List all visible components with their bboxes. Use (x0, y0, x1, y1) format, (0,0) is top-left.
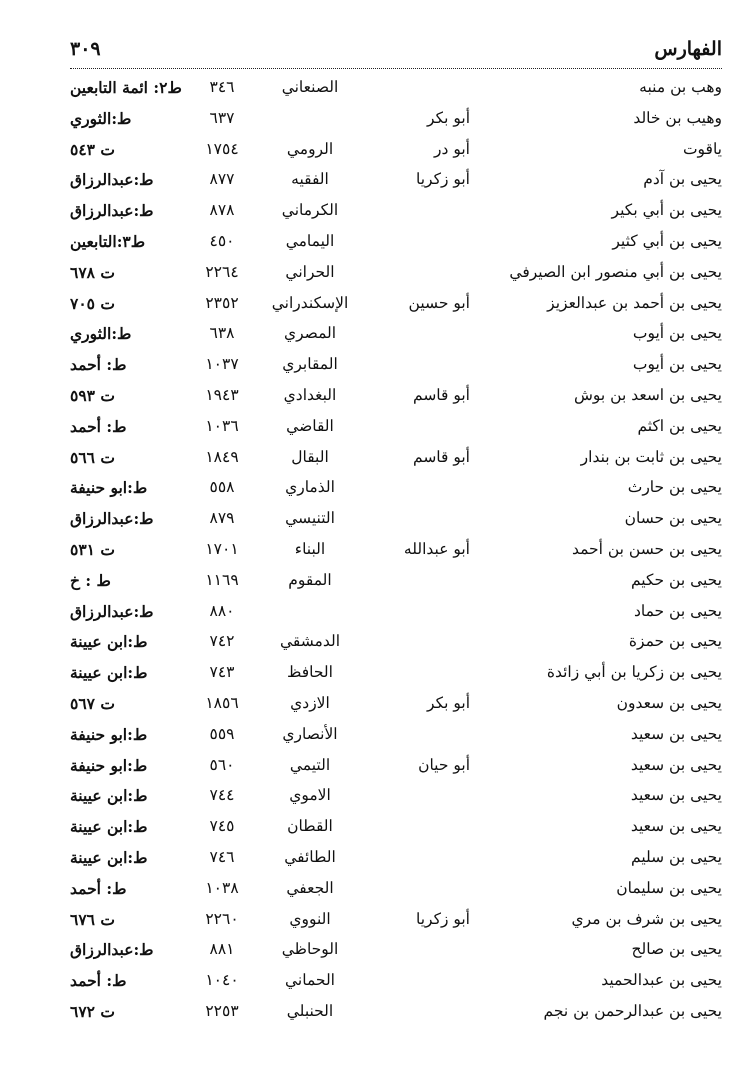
page-title: الفهارس (654, 38, 722, 60)
nisba: البناء (294, 539, 326, 558)
table-row (70, 320, 722, 351)
entry-number: ٥٥٨ (209, 478, 235, 497)
entry-number: ٢٢٦٤ (205, 262, 239, 281)
person-name: يحيى بن سليم (631, 847, 722, 866)
nisba: الكرماني (281, 201, 339, 220)
table-row (70, 752, 722, 783)
person-name: وهيب بن خالد (633, 108, 722, 127)
nisba: الرومي (286, 139, 334, 158)
table-row (70, 936, 722, 967)
person-name: يحيى بن سعيد (630, 755, 722, 774)
kunya: أبو قاسم (413, 385, 470, 404)
entry-number: ٥٦٠ (209, 755, 235, 774)
kunya: أبو زكريا (415, 170, 470, 189)
nisba: الأنصاري (282, 724, 338, 743)
person-name: يحيى بن حارث (627, 478, 722, 497)
source-ref: ت ٧٠٥ (70, 293, 115, 313)
entry-number: ٨٧٩ (209, 509, 235, 528)
person-name: يحيى بن أبي منصور ابن الصيرفي (509, 262, 722, 281)
person-name: يحيى بن اسعد بن بوش (574, 385, 722, 404)
table-row (70, 598, 722, 629)
nisba: الدمشقي (279, 632, 341, 651)
entry-number: ١٨٤٩ (205, 447, 239, 466)
index-table (70, 74, 722, 1029)
kunya: أبو حيان (418, 755, 470, 774)
source-ref: ط:عبدالرزاق (70, 509, 154, 529)
entry-number: ٦٣٧ (209, 108, 235, 127)
person-name: يحيى بن أبي كثير (612, 231, 722, 250)
source-ref: ط:عبدالرزاق (70, 170, 154, 190)
person-name: يحيى بن أيوب (632, 324, 722, 343)
person-name: يحيى بن حسان (624, 509, 722, 528)
entry-number: ١٠٤٠ (205, 971, 239, 990)
nisba: المصري (283, 324, 337, 343)
nisba: اليمامي (285, 231, 335, 250)
person-name: يحيى بن سعيد (630, 724, 722, 743)
table-row (70, 998, 722, 1029)
source-ref: ط:ابن عيينة (70, 847, 148, 867)
page-number: ٣٠٩ (70, 38, 101, 60)
nisba: الحنبلي (286, 1001, 334, 1020)
entry-number: ٧٤٥ (209, 817, 235, 836)
nisba: الفقيه (291, 170, 329, 189)
table-row (70, 290, 722, 321)
source-ref: ط:ابن عيينة (70, 663, 148, 683)
source-ref: ط:ابو حنيفة (70, 755, 148, 775)
source-ref: ت ٥٩٣ (70, 385, 115, 405)
kunya: أبو در (434, 139, 470, 158)
table-row (70, 967, 722, 998)
person-name: يحيى بن ثابت بن بندار (580, 447, 722, 466)
nisba: الاموي (289, 786, 331, 805)
page-header (70, 38, 722, 69)
person-name: ياقوت (682, 139, 722, 158)
source-ref: ط٣:التابعين (70, 231, 146, 251)
entry-number: ١٨٥٦ (205, 693, 239, 712)
source-ref: ط: أحمد (70, 878, 127, 898)
entry-number: ٨٧٧ (209, 170, 235, 189)
nisba: البقال (291, 447, 329, 466)
table-row (70, 721, 722, 752)
nisba: المقابري (282, 355, 338, 374)
table-row (70, 444, 722, 475)
entry-number: ٧٤٢ (209, 632, 235, 651)
person-name: يحيى بن شرف بن مري (571, 909, 722, 928)
source-ref: ط:ابن عيينة (70, 817, 148, 837)
table-row (70, 166, 722, 197)
source-ref: ط:الثوري (70, 108, 132, 128)
entry-number: ٥٥٩ (209, 724, 235, 743)
table-row (70, 74, 722, 105)
nisba: الإسكندراني (271, 293, 349, 312)
person-name: يحيى بن سعيد (630, 786, 722, 805)
nisba: المقوم (288, 570, 332, 589)
table-row (70, 351, 722, 382)
entry-number: ١٧٠١ (205, 539, 239, 558)
entry-number: ٨٨٠ (209, 601, 235, 620)
source-ref: ت ٦٧٦ (70, 909, 115, 929)
entry-number: ١٩٤٣ (205, 385, 239, 404)
nisba: الازدي (290, 693, 330, 712)
person-name: يحيى بن حماد (633, 601, 722, 620)
nisba: الطائفي (284, 847, 336, 866)
nisba: الحراني (285, 262, 335, 281)
table-row (70, 906, 722, 937)
nisba: الجعفي (286, 878, 334, 897)
person-name: يحيى بن عبدالرحمن بن نجم (543, 1001, 722, 1020)
source-ref: ط:ابو حنيفة (70, 478, 148, 498)
nisba: الحماني (285, 971, 335, 990)
kunya: أبو بكر (427, 108, 470, 127)
kunya: أبو عبدالله (403, 539, 470, 558)
entry-number: ١١٦٩ (205, 570, 239, 589)
table-row (70, 197, 722, 228)
person-name: يحيى بن اكثم (637, 416, 722, 435)
source-ref: ط:عبدالرزاق (70, 940, 154, 960)
entry-number: ٨٨١ (209, 940, 235, 959)
entry-number: ٧٤٣ (209, 663, 235, 682)
person-name: يحيى بن سليمان (616, 878, 722, 897)
source-ref: ط : خ (70, 570, 111, 590)
source-ref: ط: أحمد (70, 971, 127, 991)
person-name: يحيى بن حسن بن أحمد (571, 539, 722, 558)
table-row (70, 628, 722, 659)
person-name: يحيى بن أيوب (632, 355, 722, 374)
nisba: التيمي (289, 755, 331, 774)
entry-number: ٧٤٤ (209, 786, 235, 805)
source-ref: ط:ابن عيينة (70, 632, 148, 652)
nisba: النووي (289, 909, 331, 928)
source-ref: ت ٥٣١ (70, 539, 115, 559)
table-row (70, 659, 722, 690)
person-name: يحيى بن حكيم (630, 570, 722, 589)
source-ref: ط:ابو حنيفة (70, 724, 148, 744)
table-row (70, 782, 722, 813)
source-ref: ط:الثوري (70, 324, 132, 344)
entry-number: ٤٥٠ (209, 231, 235, 250)
source-ref: ت ٥٦٦ (70, 447, 115, 467)
entry-number: ١٧٥٤ (205, 139, 239, 158)
nisba: الحافظ (287, 663, 333, 682)
source-ref: ط: أحمد (70, 355, 127, 375)
kunya: أبو قاسم (413, 447, 470, 466)
table-row (70, 228, 722, 259)
table-row (70, 259, 722, 290)
index-page (70, 38, 722, 1058)
source-ref: ط:عبدالرزاق (70, 201, 154, 221)
nisba: الوحاظي (281, 940, 339, 959)
person-name: يحيى بن صالح (631, 940, 722, 959)
table-row (70, 536, 722, 567)
entry-number: ١٠٣٦ (205, 416, 239, 435)
table-row (70, 844, 722, 875)
nisba: الذماري (285, 478, 335, 497)
source-ref: ت ٦٧٢ (70, 1001, 115, 1021)
person-name: يحيى بن سعدون (616, 693, 722, 712)
table-row (70, 474, 722, 505)
nisba: البغدادي (283, 385, 337, 404)
kunya: أبو زكريا (415, 909, 470, 928)
kunya: أبو بكر (427, 693, 470, 712)
person-name: يحيى بن زكريا بن أبي زائدة (546, 663, 722, 682)
kunya: أبو حسين (408, 293, 470, 312)
source-ref: ط:ابن عيينة (70, 786, 148, 806)
nisba: القاضي (286, 416, 334, 435)
person-name: وهب بن منبه (639, 78, 722, 96)
table-row (70, 136, 722, 167)
nisba: القطان (287, 817, 333, 836)
entry-number: ١٠٣٨ (205, 878, 239, 897)
person-name: يحيى بن أبي بكير (611, 201, 722, 220)
nisba: التنيسي (285, 509, 335, 528)
table-row (70, 813, 722, 844)
person-name: يحيى بن سعيد (630, 817, 722, 836)
entry-number: ٣٤٦ (209, 78, 235, 96)
source-ref: ت ٥٦٧ (70, 693, 115, 713)
person-name: يحيى بن أحمد بن عبدالعزيز (547, 293, 722, 312)
entry-number: ٨٧٨ (209, 201, 235, 220)
table-row (70, 105, 722, 136)
table-row (70, 505, 722, 536)
table-row (70, 567, 722, 598)
entry-number: ١٠٣٧ (205, 355, 239, 374)
entry-number: ٢٣٥٢ (205, 293, 239, 312)
entry-number: ٧٤٦ (209, 847, 235, 866)
source-ref: ط:عبدالرزاق (70, 601, 154, 621)
table-row (70, 413, 722, 444)
source-ref: ت ٥٤٣ (70, 139, 115, 159)
source-ref: ط: أحمد (70, 416, 127, 436)
person-name: يحيى بن حمزة (628, 632, 722, 651)
entry-number: ٢٢٥٣ (205, 1001, 239, 1020)
source-ref: ت ٦٧٨ (70, 262, 115, 282)
person-name: يحيى بن عبدالحميد (601, 971, 722, 990)
source-ref: ط٢: ائمة التابعين (70, 78, 182, 97)
nisba: الصنعاني (281, 78, 339, 96)
table-row (70, 690, 722, 721)
table-row (70, 875, 722, 906)
entry-number: ٢٢٦٠ (205, 909, 239, 928)
table-row (70, 382, 722, 413)
entry-number: ٦٣٨ (209, 324, 235, 343)
person-name: يحيى بن آدم (643, 170, 722, 189)
